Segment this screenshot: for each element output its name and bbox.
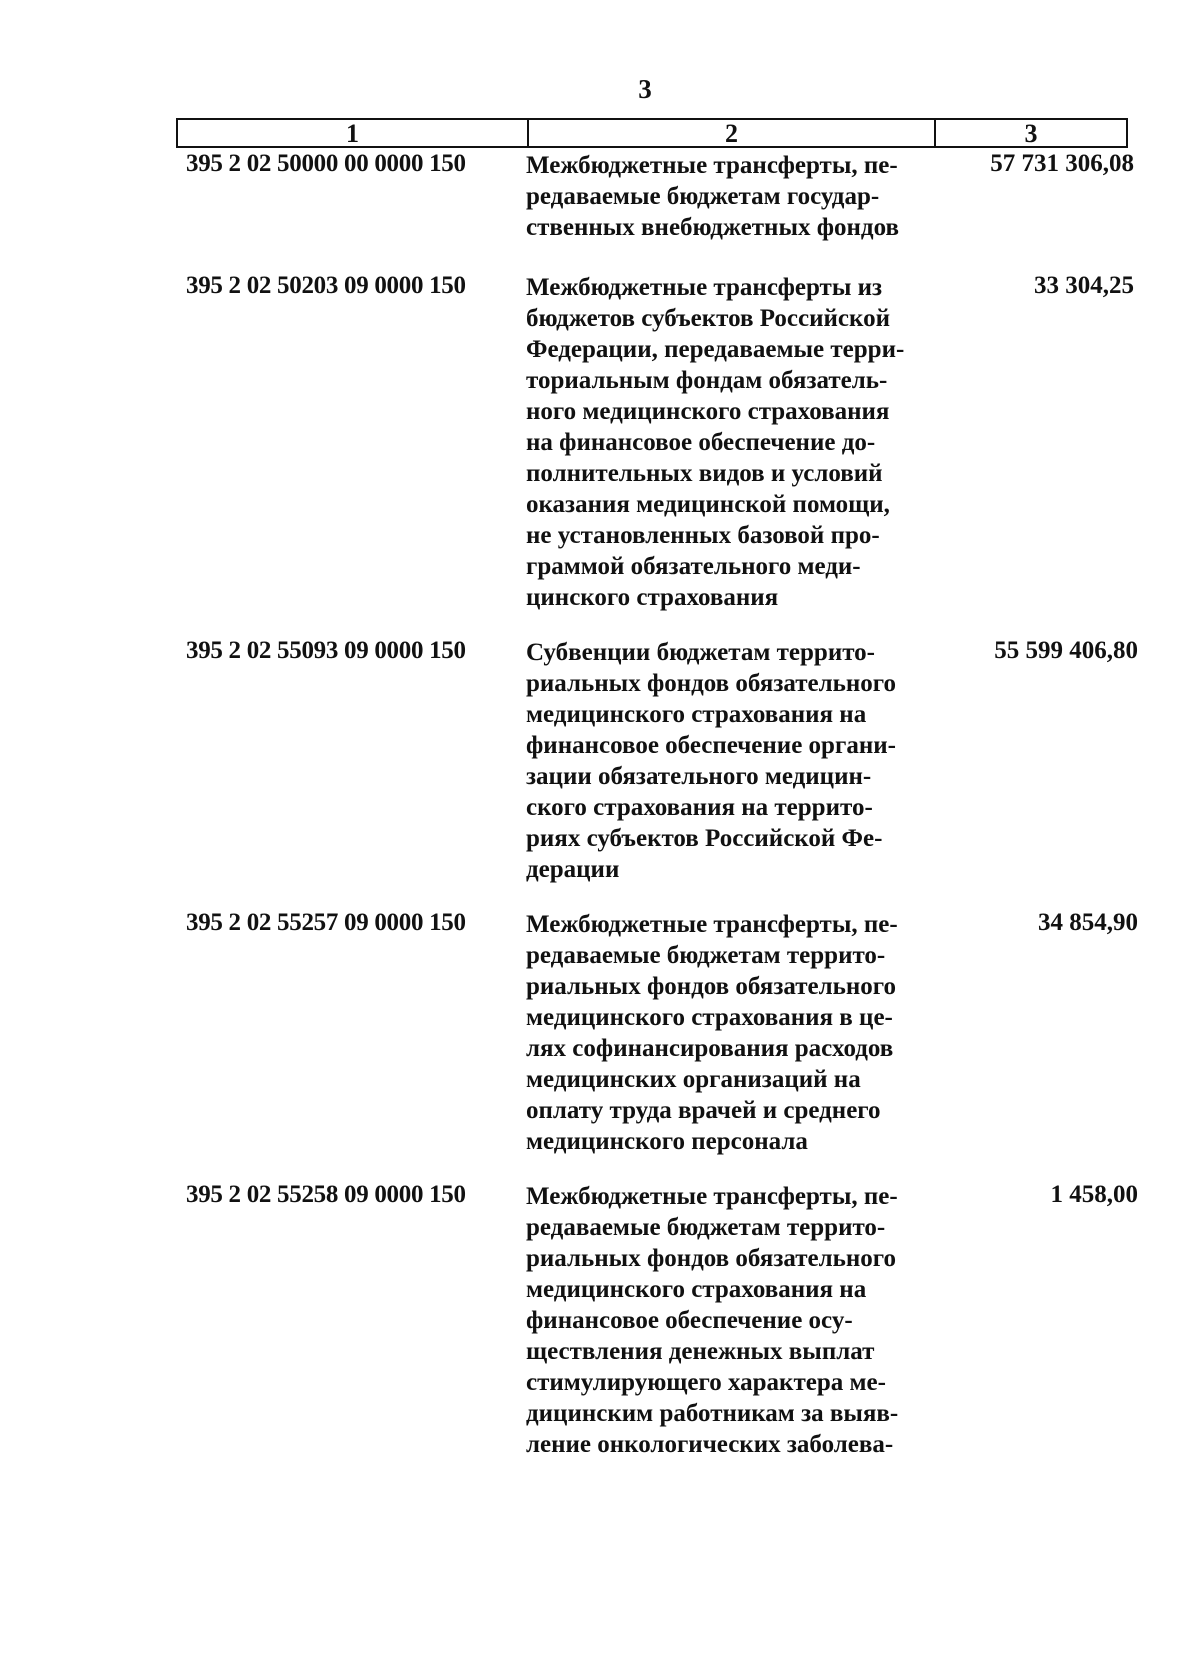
description-line: ториальным фондам обязатель- — [526, 367, 888, 394]
budget-code: 395 2 02 50000 00 0000 150 — [186, 150, 466, 177]
description-line: Межбюджетные трансферты, пе- — [526, 911, 898, 938]
row-amount: 55 599 406,80 — [994, 637, 1138, 664]
description-line: Межбюджетные трансферты, пе- — [526, 152, 898, 179]
row-amount: 34 854,90 — [1038, 909, 1138, 936]
description-line: не установленных базовой про- — [526, 522, 880, 549]
description-line: риях субъектов Российской Фе- — [526, 825, 883, 852]
budget-code: 395 2 02 55093 09 0000 150 — [186, 637, 466, 664]
column-header-1: 1 — [178, 120, 529, 146]
description-line: ственных внебюджетных фондов — [526, 214, 899, 241]
description-line: риальных фондов обязательного — [526, 1245, 896, 1272]
description-line: редаваемые бюджетам террито- — [526, 942, 886, 969]
description-line: цинского страхования — [526, 584, 779, 611]
description-line: медицинского страхования на — [526, 701, 867, 728]
description-line: финансовое обеспечение органи- — [526, 732, 896, 759]
column-header-2: 2 — [529, 120, 936, 146]
row-amount: 1 458,00 — [1050, 1181, 1138, 1208]
row-amount: 33 304,25 — [1034, 272, 1134, 299]
description-line: медицинского страхования на — [526, 1276, 867, 1303]
description-line: дицинским работникам за выяв- — [526, 1400, 899, 1427]
column-header-3: 3 — [1024, 119, 1038, 148]
budget-code: 395 2 02 55257 09 0000 150 — [186, 909, 466, 936]
row-amount: 57 731 306,08 — [990, 150, 1134, 177]
description-line: зации обязательного медицин- — [526, 763, 872, 790]
description-line: лях софинансирования расходов — [526, 1035, 894, 1062]
row-description — [526, 1181, 926, 1460]
description-line: оплату труда врачей и среднего — [526, 1097, 881, 1124]
budget-code: 395 2 02 55258 09 0000 150 — [186, 1181, 466, 1208]
row-description — [526, 272, 926, 613]
description-line: Субвенции бюджетам террито- — [526, 639, 876, 666]
row-description — [526, 909, 926, 1157]
row-description — [526, 150, 926, 243]
description-line: бюджетов субъектов Российской — [526, 305, 890, 332]
description-line: медицинских организаций на — [526, 1066, 861, 1093]
description-line: медицинского персонала — [526, 1128, 808, 1155]
description-line: медицинского страхования в це- — [526, 1004, 893, 1031]
table-header-row — [176, 118, 1128, 148]
description-line: Межбюджетные трансферты из — [526, 274, 883, 301]
description-line: ного медицинского страхования — [526, 398, 890, 425]
description-line: Межбюджетные трансферты, пе- — [526, 1183, 898, 1210]
description-line: ского страхования на террито- — [526, 794, 873, 821]
description-line: ление онкологических заболева- — [526, 1431, 894, 1458]
description-line: граммой обязательного меди- — [526, 553, 861, 580]
description-line: финансовое обеспечение осу- — [526, 1307, 853, 1334]
description-line: на финансовое обеспечение до- — [526, 429, 876, 456]
row-description — [526, 637, 926, 885]
description-line: полнительных видов и условий — [526, 460, 883, 487]
description-line: риальных фондов обязательного — [526, 973, 896, 1000]
description-line: Федерации, передаваемые терри- — [526, 336, 905, 363]
description-line: стимулирующего характера ме- — [526, 1369, 886, 1396]
description-line: редаваемые бюджетам террито- — [526, 1214, 886, 1241]
description-line: риальных фондов обязательного — [526, 670, 896, 697]
description-line: оказания медицинской помощи, — [526, 491, 890, 518]
description-line: ществления денежных выплат — [526, 1338, 875, 1365]
budget-code: 395 2 02 50203 09 0000 150 — [186, 272, 466, 299]
description-line: дерации — [526, 856, 620, 883]
page-number: 3 — [638, 74, 652, 104]
description-line: редаваемые бюджетам государ- — [526, 183, 880, 210]
